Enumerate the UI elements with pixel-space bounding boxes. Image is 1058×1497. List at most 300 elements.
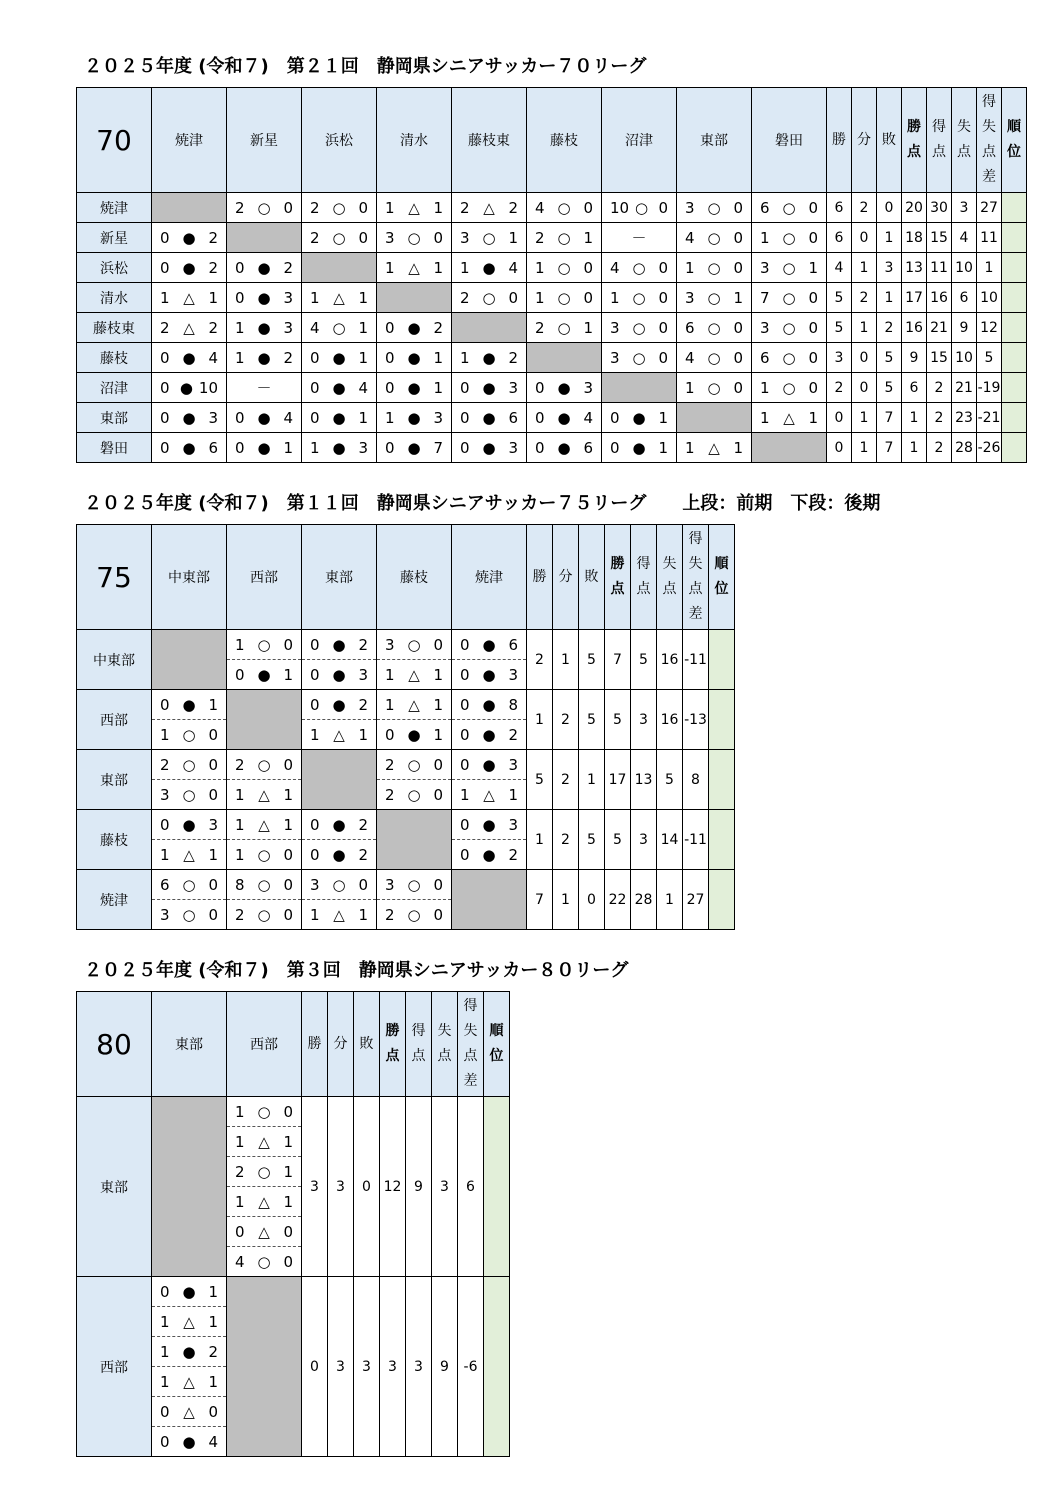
stat-cell: 2 (553, 690, 579, 750)
stat-cell: 16 (927, 283, 952, 313)
score: 0 △ 0 (160, 1402, 218, 1421)
score: 1 ○ 0 (685, 378, 743, 397)
result-cell (527, 223, 602, 253)
result-cell (302, 343, 377, 373)
result-cell (377, 403, 452, 433)
stat-cell: 2 (927, 433, 952, 463)
result-cell (677, 373, 752, 403)
result-cell-second-half (152, 720, 227, 750)
self-cell (602, 373, 677, 403)
result-cell-first-half (452, 810, 527, 840)
team-header: 沼津 (602, 88, 677, 193)
score: 0 ● 3 (160, 408, 218, 427)
stat-cell: 13 (902, 253, 927, 283)
score: 3 ○ 0 (385, 228, 443, 247)
result-cell-first-half (302, 870, 377, 900)
score: 0 ● 10 (160, 378, 218, 397)
stat-cell: 5 (527, 750, 553, 810)
score: 0 ● 1 (610, 408, 668, 427)
stat-header-label: 失点 (662, 556, 677, 597)
score: 3 ○ 0 (160, 785, 218, 804)
result-cell (302, 403, 377, 433)
stat-header-label: 勝 (532, 568, 547, 585)
result-cell (527, 373, 602, 403)
stat-cell: 0 (877, 193, 902, 223)
result-cell (227, 1097, 302, 1127)
team-header: 西部 (227, 992, 302, 1097)
table-row (77, 223, 1027, 253)
stat-cell: 1 (553, 630, 579, 690)
table-row (77, 690, 735, 720)
score: 6 ○ 0 (760, 348, 818, 367)
stat-cell: 5 (605, 810, 631, 870)
stat-header (683, 525, 709, 630)
score: 4 ○ 0 (685, 228, 743, 247)
result-cell (227, 1217, 302, 1247)
result-cell-first-half (452, 750, 527, 780)
stat-cell (1002, 253, 1027, 283)
stat-cell (1002, 373, 1027, 403)
stat-cell: 11 (977, 223, 1002, 253)
result-cell-first-half (152, 810, 227, 840)
result-cell (527, 403, 602, 433)
row-team: 中東部 (77, 630, 152, 690)
stat-cell: 10 (952, 253, 977, 283)
stat-cell: 6 (952, 283, 977, 313)
result-cell (677, 313, 752, 343)
result-cell (752, 343, 827, 373)
score: 0 ● 8 (460, 695, 518, 714)
league70-title: ２０２５年度 (令和７) 第２１回 静岡県シニアサッカー７０リーグ (84, 56, 647, 77)
stat-cell: 3 (952, 193, 977, 223)
result-cell (677, 283, 752, 313)
result-cell-second-half (302, 840, 377, 870)
score: 2 ○ 0 (235, 905, 293, 924)
score: 0 ● 2 (460, 845, 518, 864)
result-cell (152, 1427, 227, 1457)
row-team: 東部 (77, 750, 152, 810)
stat-cell: 5 (827, 283, 852, 313)
result-cell-second-half (452, 840, 527, 870)
stat-cell: 0 (827, 433, 852, 463)
result-cell (152, 373, 227, 403)
score: 2 ○ 1 (535, 228, 593, 247)
stat-header (328, 992, 354, 1097)
score: 0 ● 7 (385, 438, 443, 457)
score: 0 ● 1 (385, 378, 443, 397)
stat-cell: 0 (852, 343, 877, 373)
result-cell (227, 253, 302, 283)
result-cell-first-half (152, 870, 227, 900)
stat-cell: 6 (458, 1097, 484, 1277)
score: 0 ● 6 (535, 438, 593, 457)
score: 1 △ 1 (235, 815, 293, 834)
stat-cell: 4 (827, 253, 852, 283)
stat-cell (1002, 403, 1027, 433)
stat-cell: 16 (657, 690, 683, 750)
score: 0 ● 1 (385, 725, 443, 744)
score: 1 ○ 0 (160, 725, 218, 744)
team-header: 藤枝 (527, 88, 602, 193)
result-cell (227, 373, 302, 403)
league70-table (76, 87, 1027, 463)
score: 0 ● 6 (460, 635, 518, 654)
self-cell (752, 433, 827, 463)
table-row (77, 750, 735, 780)
result-cell-first-half (377, 870, 452, 900)
team-header: 東部 (302, 525, 377, 630)
result-cell-second-half (227, 840, 302, 870)
result-cell (677, 433, 752, 463)
stat-cell: 5 (579, 690, 605, 750)
stat-header (380, 992, 406, 1097)
self-cell (302, 253, 377, 283)
score: 1 △ 1 (235, 1132, 293, 1151)
stat-header (977, 88, 1002, 193)
stat-cell (1002, 313, 1027, 343)
self-cell (227, 223, 302, 253)
stat-cell: 6 (827, 193, 852, 223)
score-dash: － (631, 229, 647, 247)
score: 0 ● 1 (160, 695, 218, 714)
row-team: 藤枝東 (77, 313, 152, 343)
score: 1 △ 1 (385, 258, 443, 277)
stat-cell: 3 (380, 1277, 406, 1457)
stat-header (827, 88, 852, 193)
row-team: 東部 (77, 1097, 152, 1277)
stat-cell: 9 (406, 1097, 432, 1277)
stat-cell: 5 (631, 630, 657, 690)
self-cell (227, 1277, 302, 1457)
team-header: 焼津 (452, 525, 527, 630)
result-cell-second-half (227, 780, 302, 810)
stat-cell: 3 (877, 253, 902, 283)
result-cell (527, 313, 602, 343)
score: 3 ○ 0 (160, 905, 218, 924)
team-header: 西部 (227, 525, 302, 630)
score: 2 △ 2 (460, 198, 518, 217)
score: 0 ● 1 (385, 348, 443, 367)
score: 0 ● 2 (310, 845, 368, 864)
stat-cell: 1 (877, 223, 902, 253)
result-cell (152, 1337, 227, 1367)
score: 0 ● 4 (235, 408, 293, 427)
self-cell (377, 810, 452, 870)
corner-label: 75 (77, 525, 152, 630)
result-cell (602, 223, 677, 253)
score: 2 ○ 0 (460, 288, 518, 307)
result-cell (527, 433, 602, 463)
stat-header-label: 得失点差 (688, 531, 703, 622)
stat-header-label: 分 (857, 131, 871, 148)
result-cell (752, 403, 827, 433)
stat-cell: 14 (657, 810, 683, 870)
score: 1 △ 1 (310, 725, 368, 744)
stat-header (484, 992, 510, 1097)
score: 2 △ 2 (160, 318, 218, 337)
score: 0 ● 3 (310, 665, 368, 684)
score: 4 ○ 0 (535, 198, 593, 217)
league75-table (76, 524, 735, 930)
stat-cell: 3 (827, 343, 852, 373)
stat-cell: 7 (877, 433, 902, 463)
result-cell (152, 433, 227, 463)
stat-cell: 4 (952, 223, 977, 253)
result-cell (752, 283, 827, 313)
league80-title: ２０２５年度 (令和７) 第３回 静岡県シニアサッカー８０リーグ (84, 960, 629, 981)
corner-label: 80 (77, 992, 152, 1097)
stat-cell: 3 (406, 1277, 432, 1457)
score: 1 ○ 0 (235, 845, 293, 864)
stat-cell: 6 (827, 223, 852, 253)
result-cell (602, 193, 677, 223)
score: 2 ○ 0 (385, 755, 443, 774)
result-cell-second-half (377, 720, 452, 750)
stat-cell: 0 (827, 403, 852, 433)
stat-cell (484, 1277, 510, 1457)
stat-cell (709, 870, 735, 930)
row-team: 沼津 (77, 373, 152, 403)
team-header: 新星 (227, 88, 302, 193)
stat-cell: 2 (927, 403, 952, 433)
stat-cell: 20 (902, 193, 927, 223)
score: 1 △ 1 (385, 198, 443, 217)
stat-cell: 12 (977, 313, 1002, 343)
stat-header-label: 順位 (1007, 119, 1021, 160)
score: 1 △ 1 (235, 785, 293, 804)
stat-cell: 3 (354, 1277, 380, 1457)
result-cell (377, 253, 452, 283)
stat-cell: 0 (354, 1097, 380, 1277)
stat-header (605, 525, 631, 630)
result-cell (602, 313, 677, 343)
result-cell (377, 373, 452, 403)
score: 0 ● 2 (310, 635, 368, 654)
score: 1 △ 1 (385, 665, 443, 684)
stat-cell: -26 (977, 433, 1002, 463)
score: 6 ○ 0 (760, 198, 818, 217)
league75-title: ２０２５年度 (令和７) 第１１回 静岡県シニアサッカー７５リーグ 上段：前期 下段：後期 (84, 493, 881, 514)
result-cell (227, 283, 302, 313)
result-cell-first-half (377, 750, 452, 780)
result-cell (302, 283, 377, 313)
stat-header-label: 敗 (882, 131, 896, 148)
stat-cell: 5 (827, 313, 852, 343)
result-cell (227, 343, 302, 373)
stat-header-label: 敗 (584, 568, 599, 585)
score: 4 ○ 0 (610, 258, 668, 277)
result-cell (602, 343, 677, 373)
self-cell (227, 690, 302, 750)
stat-cell: 10 (977, 283, 1002, 313)
stat-cell: -19 (977, 373, 1002, 403)
result-cell (377, 313, 452, 343)
stat-cell: 5 (877, 373, 902, 403)
self-cell (377, 283, 452, 313)
score: 2 ○ 0 (310, 228, 368, 247)
stat-cell: 6 (902, 373, 927, 403)
score: 3 ○ 0 (760, 318, 818, 337)
result-cell (452, 283, 527, 313)
score: 3 ○ 0 (610, 318, 668, 337)
result-cell (152, 1367, 227, 1397)
result-cell-second-half (452, 780, 527, 810)
stat-cell: 3 (631, 810, 657, 870)
score: 4 ○ 0 (685, 348, 743, 367)
row-team: 藤枝 (77, 343, 152, 373)
result-cell (377, 343, 452, 373)
stat-header (1002, 88, 1027, 193)
score: 0 ● 3 (460, 755, 518, 774)
stat-cell: -21 (977, 403, 1002, 433)
row-team: 藤枝 (77, 810, 152, 870)
table-row (77, 313, 1027, 343)
stat-header-label: 得点 (636, 556, 651, 597)
table-row (77, 1277, 510, 1307)
stat-cell: 2 (852, 283, 877, 313)
score: 3 ○ 1 (685, 288, 743, 307)
stat-cell: 8 (683, 750, 709, 810)
row-team: 西部 (77, 690, 152, 750)
result-cell (227, 1157, 302, 1187)
result-cell-first-half (227, 810, 302, 840)
score: 0 ● 3 (460, 438, 518, 457)
stat-cell: 13 (631, 750, 657, 810)
score: 2 ○ 0 (385, 905, 443, 924)
stat-header-label: 勝点 (385, 1023, 400, 1064)
stat-cell: 10 (952, 343, 977, 373)
stat-header (902, 88, 927, 193)
score: 1 ● 3 (235, 318, 293, 337)
row-team: 磐田 (77, 433, 152, 463)
score: 0 ● 2 (385, 318, 443, 337)
score: 2 ○ 1 (235, 1162, 293, 1181)
stat-header-label: 分 (558, 568, 573, 585)
self-cell (452, 870, 527, 930)
stat-cell (709, 630, 735, 690)
score: 1 ● 3 (310, 438, 368, 457)
result-cell (302, 373, 377, 403)
result-cell (227, 193, 302, 223)
league80-table (76, 991, 510, 1457)
team-header: 東部 (677, 88, 752, 193)
stat-header (553, 525, 579, 630)
stat-header (406, 992, 432, 1097)
result-cell (527, 193, 602, 223)
stat-cell: 1 (527, 690, 553, 750)
result-cell-first-half (227, 870, 302, 900)
result-cell-second-half (152, 900, 227, 930)
score: 1 △ 1 (385, 695, 443, 714)
score: 1 ○ 0 (535, 288, 593, 307)
stat-cell: 1 (852, 433, 877, 463)
result-cell (152, 313, 227, 343)
self-cell (152, 1097, 227, 1277)
row-team: 焼津 (77, 870, 152, 930)
stat-cell (1002, 223, 1027, 253)
stat-header (657, 525, 683, 630)
score: 0 ● 4 (535, 408, 593, 427)
stat-cell: -11 (683, 810, 709, 870)
result-cell-second-half (452, 660, 527, 690)
score: 2 ○ 0 (235, 198, 293, 217)
score: 6 ○ 0 (160, 875, 218, 894)
score: 0 △ 0 (235, 1222, 293, 1241)
stat-cell: 1 (852, 403, 877, 433)
score: 3 ○ 0 (310, 875, 368, 894)
result-cell-first-half (377, 690, 452, 720)
result-cell (377, 433, 452, 463)
score: 0 ● 3 (160, 815, 218, 834)
result-cell (152, 1397, 227, 1427)
score: 0 ● 2 (310, 815, 368, 834)
self-cell (527, 343, 602, 373)
result-cell (527, 253, 602, 283)
result-cell (527, 283, 602, 313)
score: 0 ● 2 (460, 725, 518, 744)
score: 3 ○ 1 (460, 228, 518, 247)
row-team: 東部 (77, 403, 152, 433)
stat-cell: 1 (579, 750, 605, 810)
score: 0 ● 1 (610, 438, 668, 457)
score: 1 △ 1 (685, 438, 743, 457)
team-header: 藤枝 (377, 525, 452, 630)
table-row (77, 373, 1027, 403)
stat-header-label: 失点 (437, 1023, 452, 1064)
stat-cell: 21 (952, 373, 977, 403)
stat-cell: 16 (902, 313, 927, 343)
result-cell (752, 193, 827, 223)
stat-cell: 11 (927, 253, 952, 283)
self-cell (452, 313, 527, 343)
result-cell-second-half (302, 720, 377, 750)
stat-header (877, 88, 902, 193)
result-cell-second-half (302, 900, 377, 930)
score: 2 ○ 0 (385, 785, 443, 804)
stat-header (709, 525, 735, 630)
table-row (77, 810, 735, 840)
stat-cell: 15 (927, 223, 952, 253)
stat-header (927, 88, 952, 193)
stat-header-label: 勝点 (907, 119, 921, 160)
stat-cell (1002, 343, 1027, 373)
stat-header-label: 順位 (714, 556, 729, 597)
self-cell (152, 630, 227, 690)
result-cell (302, 313, 377, 343)
stat-header-label: 勝 (832, 131, 846, 148)
stat-cell: 5 (657, 750, 683, 810)
stat-header (527, 525, 553, 630)
result-cell (377, 193, 452, 223)
corner-label: 70 (77, 88, 152, 193)
result-cell (227, 433, 302, 463)
result-cell (602, 253, 677, 283)
score: 0 ● 1 (235, 438, 293, 457)
score: 0 ● 3 (460, 665, 518, 684)
table-row (77, 870, 735, 900)
stat-cell: 2 (553, 750, 579, 810)
score: 1 ○ 0 (610, 288, 668, 307)
table-row (77, 630, 735, 660)
table-row (77, 193, 1027, 223)
result-cell (452, 343, 527, 373)
stat-cell: 1 (902, 433, 927, 463)
score: 0 ● 2 (160, 228, 218, 247)
stat-cell: 17 (902, 283, 927, 313)
table-row (77, 433, 1027, 463)
table-row (77, 1097, 510, 1127)
score: 1 △ 1 (310, 905, 368, 924)
